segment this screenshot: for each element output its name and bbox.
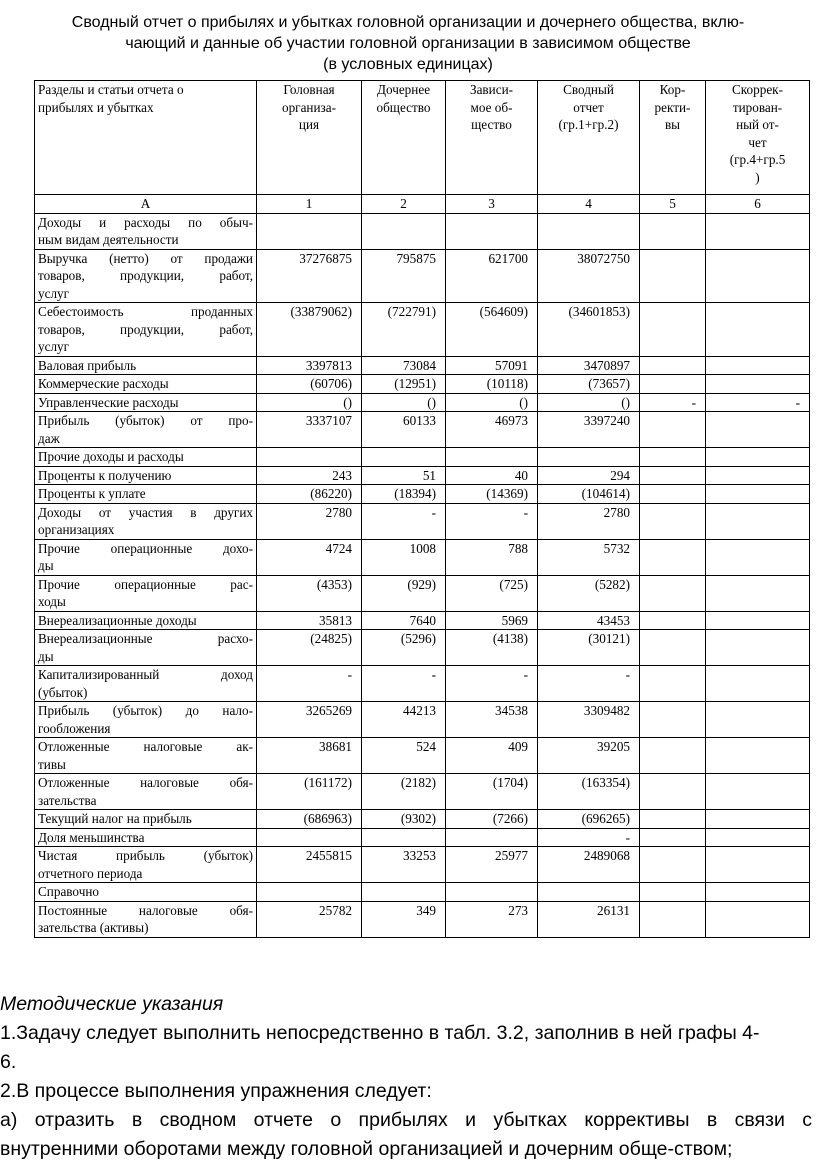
row-label — [35, 412, 257, 448]
value-cell: - — [640, 393, 706, 412]
column-header-line: ция — [298, 117, 320, 132]
value-cell: - — [538, 666, 640, 702]
column-header-line: тирован- — [732, 99, 783, 115]
row-label-line: тивы — [38, 756, 66, 772]
value-cell — [706, 448, 810, 467]
value-cell — [640, 575, 706, 611]
value-cell: 3337107 — [257, 412, 362, 448]
value-cell: (161172) — [257, 774, 362, 810]
row-label-line: Доходы и расходы по обыч- — [38, 214, 253, 230]
value-cell: 38072750 — [538, 249, 640, 303]
value-cell — [362, 828, 446, 847]
value-cell: - — [706, 393, 810, 412]
value-cell: 34538 — [446, 702, 538, 738]
method-notes — [0, 990, 812, 1164]
row-label — [35, 828, 257, 847]
value-cell — [257, 213, 362, 249]
value-cell: 621700 — [446, 249, 538, 303]
row-label-line: Прочие операционные дохо- — [38, 540, 253, 556]
row-label — [35, 375, 257, 394]
title-line-3: (в условных единицах) — [323, 56, 493, 73]
row-label — [35, 303, 257, 357]
notes-item-1-line-1: 1.Задачу следует выполнить непосредственно в табл. 3.2, заполнив в ней графы 4- — [0, 1022, 760, 1044]
value-cell — [640, 448, 706, 467]
value-cell — [706, 883, 810, 902]
value-cell: (73657) — [538, 375, 640, 394]
value-cell: (60706) — [257, 375, 362, 394]
value-cell: () — [362, 393, 446, 412]
row-label-line: Прочие доходы и расходы — [38, 449, 184, 464]
value-cell — [640, 375, 706, 394]
value-cell — [640, 847, 706, 883]
value-cell: (5282) — [538, 575, 640, 611]
value-cell — [640, 666, 706, 702]
column-header-line: вы — [664, 117, 681, 132]
notes-item-2a-line-1: а) отразить в сводном отчете о прибылях и убытках коррективы в связи с — [0, 1109, 812, 1131]
value-cell — [362, 213, 446, 249]
value-cell — [538, 213, 640, 249]
value-cell — [706, 828, 810, 847]
value-cell — [706, 575, 810, 611]
row-label-line: Доля меньшинства — [38, 829, 145, 845]
column-index-cell: 1 — [257, 195, 362, 214]
value-cell: - — [446, 666, 538, 702]
column-header-line: чет — [748, 134, 767, 150]
table-row — [35, 630, 810, 666]
value-cell: 35813 — [257, 611, 362, 630]
value-cell — [706, 901, 810, 937]
value-cell: () — [538, 393, 640, 412]
row-label — [35, 901, 257, 937]
value-cell — [640, 611, 706, 630]
row-label — [35, 774, 257, 810]
value-cell: (4353) — [257, 575, 362, 611]
row-label-line: зательства (активы) — [38, 920, 149, 935]
value-cell — [706, 356, 810, 375]
row-label-line: услуг — [38, 339, 70, 354]
value-cell: 349 — [362, 901, 446, 937]
value-cell: (12951) — [362, 375, 446, 394]
row-label-line: Прочие операционные рас- — [38, 576, 253, 592]
value-cell: 524 — [362, 738, 446, 774]
value-cell: (34601853) — [538, 303, 640, 357]
row-label-line: ным видам деятельности — [38, 232, 179, 247]
table-row — [35, 828, 810, 847]
column-header-line: организа- — [281, 99, 337, 115]
row-label — [35, 738, 257, 774]
value-cell: 7640 — [362, 611, 446, 630]
value-cell: 3309482 — [538, 702, 640, 738]
column-header-line: прибылях и убытках — [38, 99, 154, 115]
notes-item-1-line-2: 6. — [0, 1051, 17, 1073]
value-cell — [640, 828, 706, 847]
row-label-line: Постоянные налоговые обя- — [38, 902, 253, 918]
column-index-cell: 5 — [640, 195, 706, 214]
column-index-cell: А — [35, 195, 257, 214]
value-cell: (1704) — [446, 774, 538, 810]
value-cell — [640, 485, 706, 504]
value-cell: (7266) — [446, 810, 538, 829]
value-cell: (18394) — [362, 485, 446, 504]
table-row — [35, 249, 810, 303]
value-cell: () — [446, 393, 538, 412]
table-row — [35, 702, 810, 738]
value-cell: 243 — [257, 466, 362, 485]
value-cell — [640, 213, 706, 249]
column-header — [35, 81, 257, 195]
row-label — [35, 539, 257, 575]
value-cell: (696265) — [538, 810, 640, 829]
value-cell — [640, 303, 706, 357]
column-header — [706, 81, 810, 195]
value-cell — [706, 774, 810, 810]
value-cell: (725) — [446, 575, 538, 611]
row-label-line: Прибыль (убыток) от про- — [38, 413, 253, 428]
value-cell: 51 — [362, 466, 446, 485]
row-label-line: Себестоимость проданных — [38, 304, 253, 319]
value-cell: 38681 — [257, 738, 362, 774]
table-row — [35, 883, 810, 902]
value-cell — [706, 666, 810, 702]
value-cell — [640, 702, 706, 738]
value-cell — [640, 539, 706, 575]
value-cell — [257, 883, 362, 902]
row-label-line: Отложенные налоговые ак- — [38, 739, 253, 754]
row-label-line: Управленческие расходы — [38, 394, 179, 410]
table-row — [35, 611, 810, 630]
row-label-line: ходы — [38, 594, 66, 609]
column-header-line: (гр.1+гр.2) — [558, 117, 619, 132]
value-cell: 43453 — [538, 611, 640, 630]
column-header — [362, 81, 446, 195]
row-label-line: Справочно — [38, 884, 99, 899]
value-cell: 1008 — [362, 539, 446, 575]
notes-item-2a-line-2: внутренними оборотами между головной организацией и дочерним обще-ством; — [0, 1138, 733, 1160]
row-label-line: Капитализированный доход — [38, 667, 253, 682]
value-cell: 44213 — [362, 702, 446, 738]
column-header — [257, 81, 362, 195]
row-label-line: Текущий налог на прибыль — [38, 811, 192, 826]
value-cell — [706, 847, 810, 883]
value-cell: 37276875 — [257, 249, 362, 303]
value-cell — [640, 883, 706, 902]
notes-heading: Методические указания — [0, 993, 224, 1015]
table-row — [35, 393, 810, 412]
value-cell: (4138) — [446, 630, 538, 666]
value-cell: 795875 — [362, 249, 446, 303]
value-cell: () — [257, 393, 362, 412]
column-header-line: Кор- — [659, 82, 686, 97]
column-header-line: мое об- — [470, 99, 513, 115]
column-header-line: Дочернее — [376, 82, 431, 97]
row-label — [35, 393, 257, 412]
column-header-line: отчет — [573, 99, 604, 115]
row-label-line: Доходы от участия в других — [38, 504, 253, 520]
value-cell — [640, 810, 706, 829]
value-cell: (5296) — [362, 630, 446, 666]
column-index-cell: 2 — [362, 195, 446, 214]
column-header-line: ректи- — [654, 99, 691, 115]
row-label — [35, 448, 257, 467]
row-label-line: Валовая прибыль — [38, 357, 137, 373]
table-row — [35, 503, 810, 539]
value-cell — [446, 213, 538, 249]
value-cell — [640, 503, 706, 539]
table-row — [35, 774, 810, 810]
table-row — [35, 847, 810, 883]
value-cell: 25977 — [446, 847, 538, 883]
column-header-line: ) — [755, 169, 760, 185]
column-header — [640, 81, 706, 195]
value-cell: 294 — [538, 466, 640, 485]
title-line-1: Сводный отчет о прибылях и убытках головной организации и дочернего общества, вклю- — [71, 14, 745, 31]
value-cell: 3265269 — [257, 702, 362, 738]
table-row — [35, 901, 810, 937]
value-cell — [640, 249, 706, 303]
row-label-line: услуг — [38, 285, 70, 301]
row-label — [35, 466, 257, 485]
row-label-line: товаров, продукции, работ, — [38, 268, 253, 283]
value-cell: 2489068 — [538, 847, 640, 883]
row-label — [35, 630, 257, 666]
row-label-line: отчетного периода — [38, 865, 143, 881]
column-header-line: Сводный — [563, 82, 614, 97]
column-header-line: общество — [376, 99, 431, 115]
row-label-line: Коммерческие расходы — [38, 376, 169, 391]
value-cell — [362, 883, 446, 902]
column-index-cell: 6 — [706, 195, 810, 214]
row-label-line: зательства — [38, 792, 97, 808]
value-cell — [706, 375, 810, 394]
row-label — [35, 847, 257, 883]
value-cell: (24825) — [257, 630, 362, 666]
value-cell — [538, 883, 640, 902]
title-line-2: чающий и данные об участии головной организации в зависимом обществе — [125, 35, 691, 52]
value-cell: (14369) — [446, 485, 538, 504]
value-cell: - — [257, 666, 362, 702]
value-cell: 409 — [446, 738, 538, 774]
value-cell — [446, 883, 538, 902]
table-row — [35, 539, 810, 575]
table-row — [35, 738, 810, 774]
row-label — [35, 702, 257, 738]
value-cell — [640, 412, 706, 448]
row-label — [35, 485, 257, 504]
row-label-line: товаров, продукции, работ, — [38, 321, 253, 337]
row-label — [35, 883, 257, 902]
value-cell — [706, 810, 810, 829]
value-cell — [640, 630, 706, 666]
value-cell: 33253 — [362, 847, 446, 883]
value-cell — [640, 466, 706, 485]
column-header — [446, 81, 538, 195]
column-header-line: (гр.4+гр.5 — [729, 152, 786, 167]
row-label — [35, 666, 257, 702]
table-row — [35, 412, 810, 448]
value-cell: 3397240 — [538, 412, 640, 448]
value-cell — [362, 448, 446, 467]
value-cell: 57091 — [446, 356, 538, 375]
value-cell: 2780 — [257, 503, 362, 539]
notes-item-2: 2.В процессе выполнения упражнения следует: — [0, 1080, 432, 1102]
value-cell: 25782 — [257, 901, 362, 937]
value-cell — [706, 738, 810, 774]
value-cell: - — [538, 828, 640, 847]
value-cell: - — [362, 666, 446, 702]
value-cell: (929) — [362, 575, 446, 611]
row-label-line: (убыток) — [38, 684, 88, 700]
value-cell: (9302) — [362, 810, 446, 829]
row-label — [35, 249, 257, 303]
value-cell — [706, 630, 810, 666]
value-cell: 5969 — [446, 611, 538, 630]
table-row — [35, 810, 810, 829]
value-cell: (10118) — [446, 375, 538, 394]
value-cell — [640, 901, 706, 937]
value-cell: 2455815 — [257, 847, 362, 883]
value-cell: (86220) — [257, 485, 362, 504]
value-cell: (30121) — [538, 630, 640, 666]
table-row — [35, 666, 810, 702]
row-label-line: Внереализационные доходы — [38, 612, 197, 628]
row-label-line: даж — [38, 430, 60, 446]
table-row — [35, 575, 810, 611]
value-cell: 788 — [446, 539, 538, 575]
row-label-line: Внереализационные расхо- — [38, 631, 253, 646]
value-cell — [257, 828, 362, 847]
value-cell — [706, 249, 810, 303]
row-label — [35, 810, 257, 829]
table-row — [35, 448, 810, 467]
row-label-line: Проценты к получению — [38, 467, 172, 483]
value-cell: 3397813 — [257, 356, 362, 375]
value-cell: (104614) — [538, 485, 640, 504]
row-label-line: Проценты к уплате — [38, 486, 146, 501]
value-cell: - — [362, 503, 446, 539]
table-row — [35, 303, 810, 357]
table-header-row — [35, 81, 810, 195]
value-cell: 60133 — [362, 412, 446, 448]
value-cell — [706, 412, 810, 448]
column-header-line: Головная — [283, 82, 335, 97]
value-cell — [640, 738, 706, 774]
value-cell: 4724 — [257, 539, 362, 575]
row-label-line: ды — [38, 558, 54, 573]
row-label — [35, 611, 257, 630]
value-cell — [706, 213, 810, 249]
value-cell: 2780 — [538, 503, 640, 539]
value-cell: 3470897 — [538, 356, 640, 375]
row-label-line: ды — [38, 648, 54, 664]
value-cell: 5732 — [538, 539, 640, 575]
value-cell: 39205 — [538, 738, 640, 774]
row-label-line: организациях — [38, 522, 115, 537]
value-cell — [706, 485, 810, 504]
value-cell — [706, 611, 810, 630]
row-label — [35, 213, 257, 249]
value-cell: 46973 — [446, 412, 538, 448]
value-cell: (686963) — [257, 810, 362, 829]
value-cell: - — [446, 503, 538, 539]
value-cell: (2182) — [362, 774, 446, 810]
table-row — [35, 485, 810, 504]
value-cell — [706, 702, 810, 738]
profit-loss-table — [34, 80, 810, 938]
value-cell: (33879062) — [257, 303, 362, 357]
row-label-line: Чистая прибыль (убыток) — [38, 848, 253, 863]
row-label-line: Выручка (нетто) от продажи — [38, 250, 253, 266]
row-label — [35, 575, 257, 611]
value-cell: (564609) — [446, 303, 538, 357]
value-cell — [446, 828, 538, 847]
column-header — [538, 81, 640, 195]
column-index-cell: 3 — [446, 195, 538, 214]
value-cell — [640, 356, 706, 375]
column-index-cell: 4 — [538, 195, 640, 214]
value-cell — [706, 539, 810, 575]
value-cell: (163354) — [538, 774, 640, 810]
value-cell: (722791) — [362, 303, 446, 357]
document-title — [16, 12, 800, 75]
value-cell — [640, 774, 706, 810]
value-cell: 273 — [446, 901, 538, 937]
value-cell — [538, 448, 640, 467]
value-cell — [706, 303, 810, 357]
row-label — [35, 503, 257, 539]
value-cell — [706, 503, 810, 539]
column-header-line: Зависи- — [469, 82, 514, 97]
value-cell — [706, 466, 810, 485]
column-header-line: Скоррек- — [732, 82, 783, 97]
column-header-line: ный от- — [736, 117, 779, 132]
column-header-line: щество — [471, 117, 512, 132]
column-header-line: Разделы и статьи отчета о — [38, 82, 184, 97]
table-row — [35, 356, 810, 375]
table-row — [35, 375, 810, 394]
value-cell — [257, 448, 362, 467]
value-cell: 73084 — [362, 356, 446, 375]
table-row — [35, 466, 810, 485]
row-label-line: Прибыль (убыток) до нало- — [38, 703, 253, 718]
column-index-row — [35, 195, 810, 214]
value-cell — [446, 448, 538, 467]
row-label-line: Отложенные налоговые обя- — [38, 775, 253, 790]
row-label-line: гообложения — [38, 720, 111, 736]
value-cell: 26131 — [538, 901, 640, 937]
row-label — [35, 356, 257, 375]
table-row — [35, 213, 810, 249]
value-cell: 40 — [446, 466, 538, 485]
